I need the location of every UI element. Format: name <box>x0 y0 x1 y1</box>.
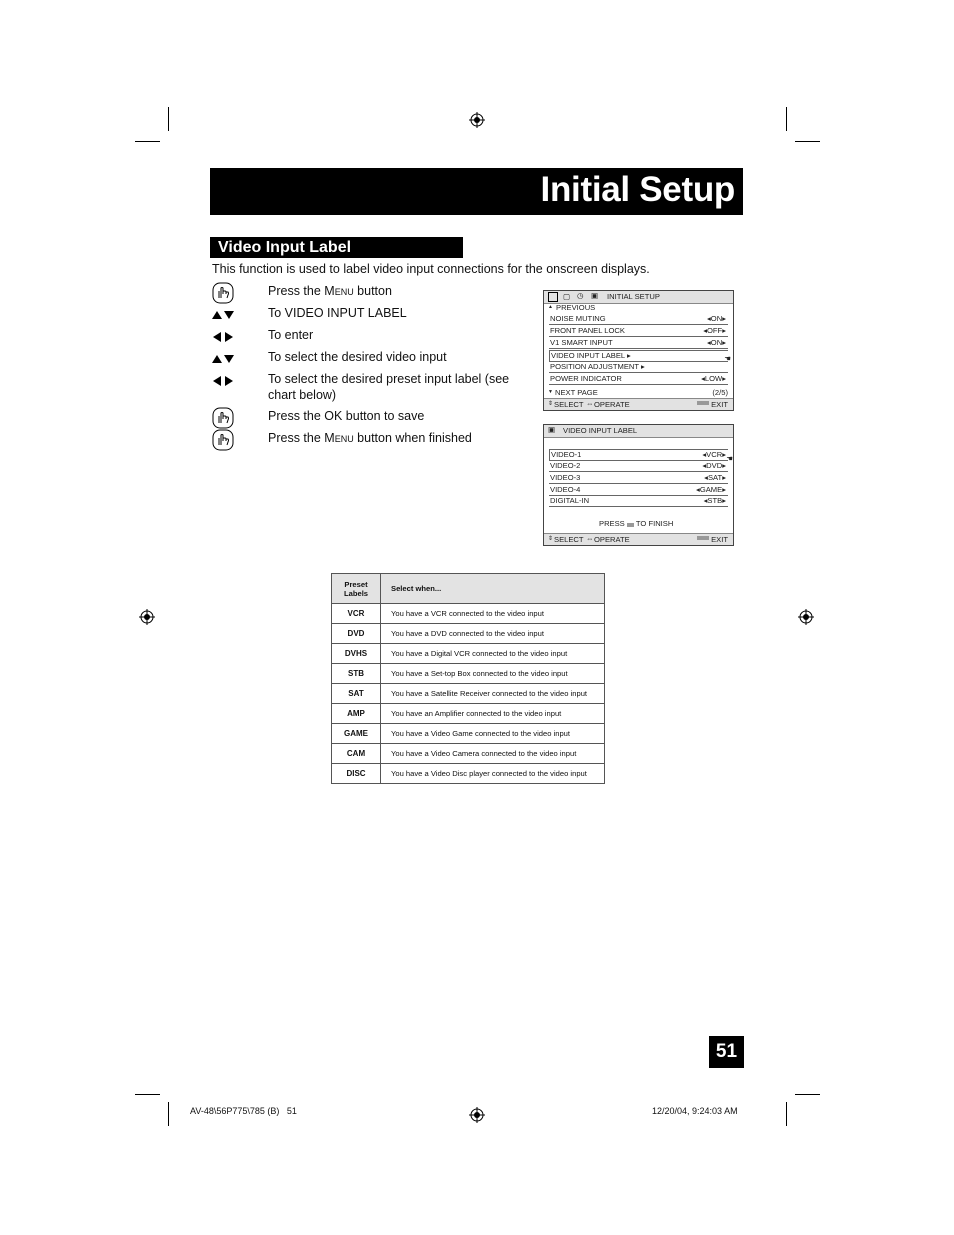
crop-mark <box>795 1094 820 1095</box>
step-5 <box>212 371 532 408</box>
crop-mark <box>168 107 169 131</box>
input-label-row-selected[interactable] <box>549 449 733 463</box>
column-header: Select when... <box>381 574 605 604</box>
section-title: Video Input Label <box>210 237 463 258</box>
osd-video-input-label-menu <box>543 424 734 546</box>
up-down-arrows-icon <box>212 349 268 369</box>
menu-item-label: V1 SMART INPUT <box>550 338 613 347</box>
input-name: VIDEO-3 <box>550 473 581 482</box>
osd-title: INITIAL SETUP <box>607 292 660 301</box>
menu-item-value: ◂ON▸ <box>706 314 726 323</box>
page-indicator: (2/5) <box>712 388 728 397</box>
preset-label: CAM <box>332 744 381 764</box>
table-row <box>332 704 605 724</box>
registration-mark-icon <box>469 112 485 128</box>
hand-press-icon <box>212 408 268 428</box>
osd-footer <box>544 533 733 545</box>
preset-labels-table <box>331 573 605 784</box>
left-right-arrows-icon <box>212 371 268 391</box>
table-row <box>332 604 605 624</box>
menu-item-value-text: ON <box>710 314 723 323</box>
table-row <box>332 764 605 784</box>
input-label-value-text: DVD <box>706 461 723 470</box>
instruction-steps <box>212 283 532 452</box>
step-6-text: Press the OK button to save <box>268 409 425 423</box>
table-row <box>332 644 605 664</box>
footer-select: SELECT <box>554 535 584 544</box>
previous-arrow-icon: ▲ <box>548 304 553 310</box>
input-label-row[interactable] <box>549 461 728 472</box>
menu-item-value: ◂LOW▸ <box>701 374 726 383</box>
footer-operate: OPERATE <box>594 400 630 409</box>
input-label-value-text: VCR <box>706 450 723 459</box>
footer-exit: EXIT <box>711 535 728 544</box>
preset-description: You have a Video Camera connected to the video input <box>381 744 605 764</box>
input-label-value: ◂DVD▸ <box>702 461 726 470</box>
page-number: 51 <box>709 1036 744 1068</box>
preset-label: DISC <box>332 764 381 784</box>
input-label-row[interactable] <box>549 485 728 496</box>
input-name: DIGITAL-IN <box>550 496 590 505</box>
tv-icon <box>548 292 558 302</box>
lock-icon: ▣ <box>548 425 556 434</box>
step-1 <box>212 283 532 305</box>
input-name: VIDEO-2 <box>550 461 581 470</box>
osd-initial-setup-menu <box>543 290 734 411</box>
step-4 <box>212 349 532 371</box>
press-text: PRESS <box>599 519 625 528</box>
hand-press-icon <box>212 430 268 450</box>
preset-description: You have a Video Game connected to the video input <box>381 724 605 744</box>
menu-item-value-text: OFF <box>707 326 723 335</box>
input-label-value: ◂VCR▸ <box>702 450 726 459</box>
input-label-value: ◂GAME▸ <box>696 485 726 494</box>
intro-text: This function is used to label video input connections for the onscreen displays. <box>212 262 650 276</box>
menu-item-value-text: ON <box>710 338 723 347</box>
select-arrows-icon: ⇕ <box>548 536 554 542</box>
crop-mark <box>786 1102 787 1126</box>
step-3 <box>212 327 532 349</box>
menu-item[interactable] <box>549 326 728 337</box>
step-1-text-end: button <box>353 284 392 298</box>
preset-label: SAT <box>332 684 381 704</box>
registration-mark-icon <box>469 1107 485 1123</box>
osd-footer <box>544 398 733 410</box>
menu-item[interactable] <box>549 314 728 325</box>
menu-key-icon: MENU <box>698 401 709 405</box>
menu-key-icon: MENU <box>698 536 709 540</box>
crop-mark <box>795 141 820 142</box>
step-3-text: To enter <box>268 328 314 342</box>
previous-label[interactable]: PREVIOUS <box>556 303 596 312</box>
input-label-value-text: GAME <box>699 485 723 494</box>
footer-select: SELECT <box>554 400 584 409</box>
table-row <box>332 664 605 684</box>
crop-mark <box>135 141 160 142</box>
menu-item-label-text: POSITION ADJUSTMENT <box>550 362 639 371</box>
ok-button-icon: OK <box>627 523 633 527</box>
preset-description: You have an Amplifier connected to the video input <box>381 704 605 724</box>
picture-icon: ▢ <box>563 292 571 301</box>
column-header: Preset Labels <box>332 574 381 604</box>
preset-description: You have a DVD connected to the video input <box>381 624 605 644</box>
footer-left: AV-48\56P775\785 (B) 51 <box>190 1106 297 1116</box>
step-7-text-smallcaps: enu <box>334 431 354 445</box>
input-label-row[interactable] <box>549 496 728 507</box>
preset-description: You have a VCR connected to the video input <box>381 604 605 624</box>
left-right-arrows-icon <box>212 327 268 347</box>
clock-icon: ◷ <box>577 291 584 300</box>
crop-mark <box>786 107 787 131</box>
cursor-pointer-icon: ☚ <box>726 454 733 463</box>
menu-item-selected[interactable] <box>549 350 731 363</box>
step-7-text: Press the M <box>268 431 335 445</box>
menu-item-label: POSITION ADJUSTMENT ▸ <box>550 362 645 371</box>
step-6 <box>212 408 532 430</box>
menu-item-value: ◂ON▸ <box>706 338 726 347</box>
registration-mark-icon <box>798 609 814 625</box>
cursor-pointer-icon: ☚ <box>724 354 731 363</box>
input-label-value: ◂SAT▸ <box>704 473 726 482</box>
footer-exit: EXIT <box>711 400 728 409</box>
menu-item[interactable] <box>549 338 728 349</box>
page-header <box>210 168 743 215</box>
osd-title: VIDEO INPUT LABEL <box>563 426 638 435</box>
footer-operate: OPERATE <box>594 535 630 544</box>
operate-arrows-icon: ⇔ <box>586 399 594 408</box>
press-text-end: TO FINISH <box>635 519 674 528</box>
up-down-arrows-icon <box>212 305 268 325</box>
preset-description: You have a Set-top Box connected to the video input <box>381 664 605 684</box>
lock-icon: ▣ <box>591 291 599 300</box>
next-page-arrow-icon: ▼ <box>548 389 553 395</box>
input-label-row[interactable] <box>549 473 728 484</box>
input-label-value: ◂STB▸ <box>703 496 726 505</box>
footer-right: 12/20/04, 9:24:03 AM <box>652 1106 738 1116</box>
select-arrows-icon: ⇕ <box>548 401 554 407</box>
registration-mark-icon <box>139 609 155 625</box>
table-row <box>332 724 605 744</box>
preset-description: You have a Satellite Receiver connected to the video input <box>381 684 605 704</box>
osd-header <box>544 425 733 438</box>
step-1-text: Press the M <box>268 284 335 298</box>
press-instruction <box>599 519 673 528</box>
crop-mark <box>168 1102 169 1126</box>
menu-item-label-text: VIDEO INPUT LABEL <box>551 351 625 360</box>
menu-item-value-text: LOW <box>704 374 723 383</box>
input-name: VIDEO-1 <box>551 450 582 459</box>
table-row <box>332 744 605 764</box>
menu-item[interactable] <box>549 362 728 373</box>
step-2 <box>212 305 532 327</box>
operate-arrows-icon: ⇔ <box>586 534 594 543</box>
table-row <box>332 624 605 644</box>
input-label-value-text: STB <box>707 496 723 505</box>
step-7 <box>212 430 532 452</box>
table-header-row <box>332 574 605 604</box>
step-7-text-end: button when finished <box>353 431 472 445</box>
preset-label: STB <box>332 664 381 684</box>
crop-mark <box>135 1094 160 1095</box>
preset-label: GAME <box>332 724 381 744</box>
menu-item-label: FRONT PANEL LOCK <box>550 326 625 335</box>
menu-item-label: NOISE MUTING <box>550 314 606 323</box>
preset-label: VCR <box>332 604 381 624</box>
preset-description: You have a Video Disc player connected to the video input <box>381 764 605 784</box>
preset-description: You have a Digital VCR connected to the video input <box>381 644 605 664</box>
menu-item[interactable] <box>549 374 728 385</box>
step-1-text-smallcaps: enu <box>334 284 354 298</box>
page-title: Initial Setup <box>540 170 735 209</box>
input-name: VIDEO-4 <box>550 485 581 494</box>
step-4-text: To select the desired video input <box>268 350 447 364</box>
next-page-label[interactable]: NEXT PAGE <box>555 388 598 397</box>
preset-label: DVD <box>332 624 381 644</box>
preset-label: AMP <box>332 704 381 724</box>
hand-press-icon <box>212 283 268 303</box>
menu-item-value: ◂OFF▸ <box>703 326 726 335</box>
step-2-text: To VIDEO INPUT LABEL <box>268 306 407 320</box>
step-5-text: To select the desired preset input label (see chart below) <box>268 372 510 402</box>
table-row <box>332 684 605 704</box>
menu-item-label: VIDEO INPUT LABEL ▸ <box>551 351 631 360</box>
input-label-value-text: SAT <box>707 473 723 482</box>
menu-item-label: POWER INDICATOR <box>550 374 622 383</box>
preset-label: DVHS <box>332 644 381 664</box>
